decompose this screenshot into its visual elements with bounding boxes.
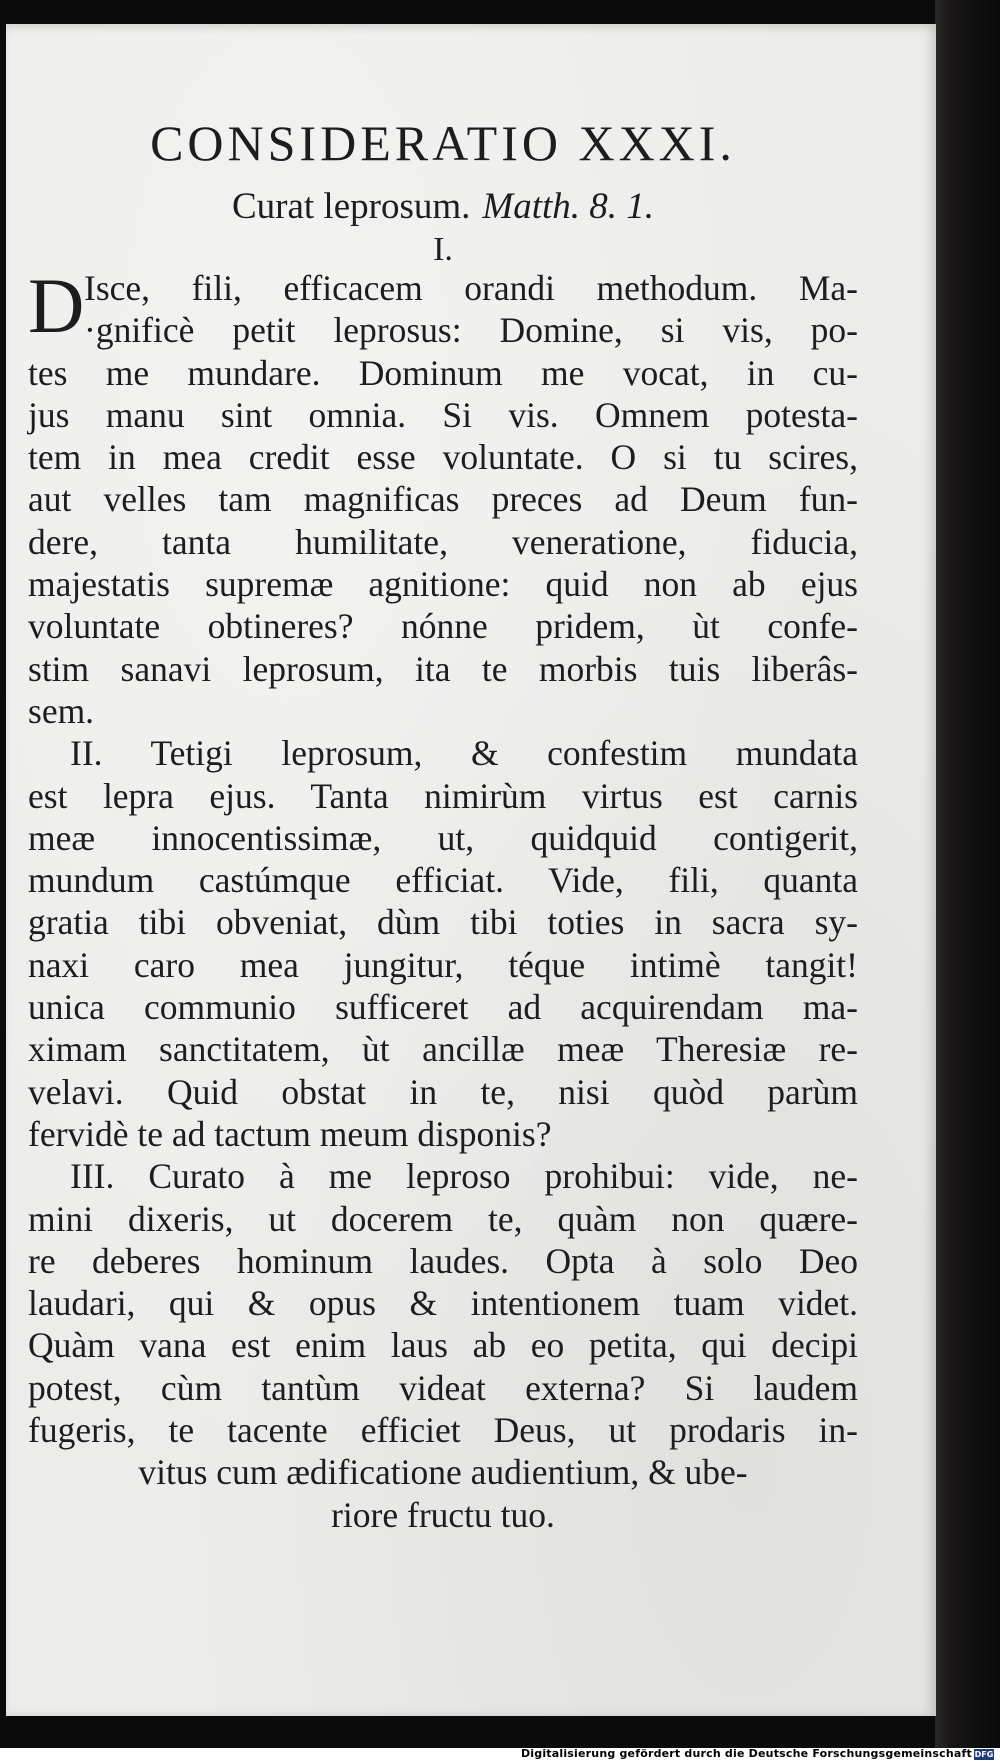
subtitle-text: Curat leprosum. <box>231 186 471 227</box>
text-line: est lepra ejus. Tanta nimirùm virtus est carnis <box>28 775 858 816</box>
paragraph-3 <box>28 1155 858 1536</box>
book-page <box>6 24 936 1716</box>
text-line: fugeris, te tacente efficiet Deus, ut prodaris in- <box>28 1410 858 1451</box>
text-line: fervidè te ad tactum meum disponis? <box>28 1113 552 1154</box>
text-line: stim sanavi leprosum, ita te morbis tuis liberâs- <box>28 648 858 689</box>
text-line: jus manu sint omnia. Si vis. Omnem potesta- <box>28 394 858 435</box>
scripture-reference: Matth. 8. 1. <box>482 186 655 227</box>
page-text <box>28 96 858 1536</box>
text-line: unica communio sufficeret ad acquirendam ma- <box>28 987 858 1028</box>
text-line: II. Tetigi leprosum, & confestim mundata <box>70 733 858 774</box>
text-line: tes me mundare. Dominum me vocat, in cu- <box>28 352 858 393</box>
dfg-logo: DFG <box>974 1750 994 1759</box>
text-line: potest, cùm tantùm videat externa? Si laudem <box>28 1367 858 1408</box>
text-line: vitus cum ædificatione audientium, & ube- <box>138 1452 748 1493</box>
section-number: I. <box>433 231 453 268</box>
text-line: re deberes hominum laudes. Opta à solo Deo <box>28 1240 858 1281</box>
text-line: ·gnificè petit leprosus: Domine, si vis, po- <box>84 310 858 351</box>
footer-credit: Digitalisierung gefördert durch die Deutsche Forschungsgemeinschaft <box>520 1747 972 1760</box>
text-line: velavi. Quid obstat in te, nisi quòd parùm <box>28 1071 858 1112</box>
paragraph-2 <box>28 732 858 1155</box>
text-line: III. Curato à me leproso prohibui: vide, ne- <box>70 1156 858 1197</box>
text-line: meæ innocentissimæ, ut, quidquid contigerit, <box>28 817 858 858</box>
paragraph-1 <box>28 262 858 732</box>
text-line: majestatis supremæ agnitione: quid non ab ejus <box>28 564 858 605</box>
text-line: voluntate obtineres? nónne pridem, ùt confe- <box>28 606 858 647</box>
text-line: laudari, qui & opus & intentionem tuam videt. <box>28 1283 858 1324</box>
drop-cap: D <box>28 262 85 349</box>
text-line: gratia tibi obveniat, dùm tibi toties in sacra sy- <box>28 902 858 943</box>
text-line: mundum castúmque efficiat. Vide, fili, quanta <box>28 860 858 901</box>
page-title: CONSIDERATIO XXXI. <box>150 115 736 171</box>
text-line: riore fructu tuo. <box>331 1494 555 1535</box>
text-line: aut velles tam magnificas preces ad Deum fun- <box>28 479 858 520</box>
text-line: naxi caro mea jungitur, téque intimè tangit! <box>28 944 858 985</box>
text-line: mini dixeris, ut docerem te, quàm non quære- <box>28 1198 858 1239</box>
text-line: sem. <box>28 690 95 731</box>
book-edge-shadow <box>935 0 1000 1748</box>
subtitle <box>28 188 858 225</box>
text-line: dere, tanta humilitate, veneratione, fiducia, <box>28 521 858 562</box>
text-line: Quàm vana est enim laus ab eo petita, qui decipi <box>28 1325 858 1366</box>
text-line: ximam sanctitatem, ùt ancillæ meæ Theresiæ re- <box>28 1029 858 1070</box>
text-line: Isce, fili, efficacem orandi methodum. Ma- <box>84 268 858 308</box>
text-line: tem in mea credit esse voluntate. O si tu scires, <box>28 437 858 478</box>
